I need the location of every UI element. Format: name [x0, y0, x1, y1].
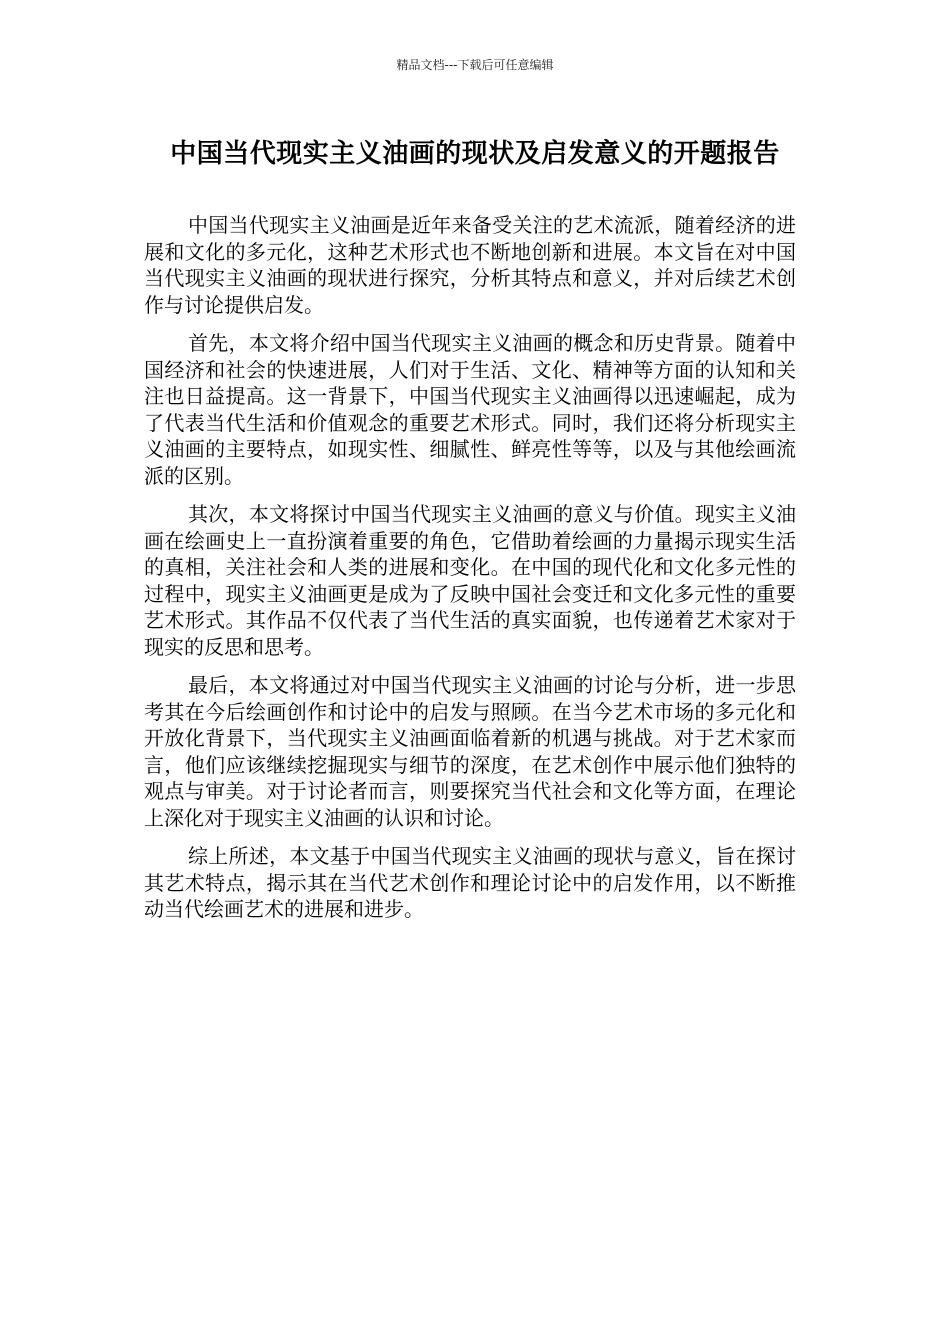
- header-note: 精品文档---下载后可任意编辑: [396, 58, 554, 72]
- paragraph-3: 其次，本文将探讨中国当代现实主义油画的意义与价值。现实主义油画在绘画史上一直扮演着重要的角色，它借助着绘画的力量揭示现实生活的真相，关注社会和人类的进展和变化。在中国的现代化和文化多元性的过程中，现实主义油画更是成为了反映中国社会变迁和文化多元性的重要艺术形式。其作品不仅代表了当代生活的真实面貌，也传递着艺术家对于现实的反思和思考。: [144, 502, 796, 659]
- paragraph-4: 最后，本文将通过对中国当代现实主义油画的讨论与分析，进一步思考其在今后绘画创作和讨论中的启发与照顾。在当今艺术市场的多元化和开放化背景下，当代现实主义油画面临着新的机遇与挑战。对于艺术家而言，他们应该继续挖掘现实与细节的深度，在艺术创作中展示他们独特的观点与审美。对于讨论者而言，则要探究当代社会和文化等方面，在理论上深化对于现实主义油画的认识和讨论。: [144, 673, 796, 830]
- paragraph-5: 综上所述，本文基于中国当代现实主义油画的现状与意义，旨在探讨其艺术特点，揭示其在当代艺术创作和理论讨论中的启发作用，以不断推动当代绘画艺术的进展和进步。: [144, 844, 796, 921]
- document-title: 中国当代现实主义油画的现状及启发意义的开题报告: [170, 139, 780, 169]
- document-body: [144, 212, 796, 935]
- paragraph-1: 中国当代现实主义油画是近年来备受关注的艺术流派，随着经济的进展和文化的多元化，这种艺术形式也不断地创新和进展。本文旨在对中国当代现实主义油画的现状进行探究，分析其特点和意义，并对后续艺术创作与讨论提供启发。: [144, 213, 796, 317]
- paragraph-2: 首先，本文将介绍中国当代现实主义油画的概念和历史背景。随着中国经济和社会的快速进展，人们对于生活、文化、精神等方面的认知和关注也日益提高。这一背景下，中国当代现实主义油画得以迅速崛起，成为了代表当代生活和价值观念的重要艺术形式。同时，我们还将分析现实主义油画的主要特点，如现实性、细腻性、鲜亮性等等，以及与其他绘画流派的区别。: [144, 331, 796, 488]
